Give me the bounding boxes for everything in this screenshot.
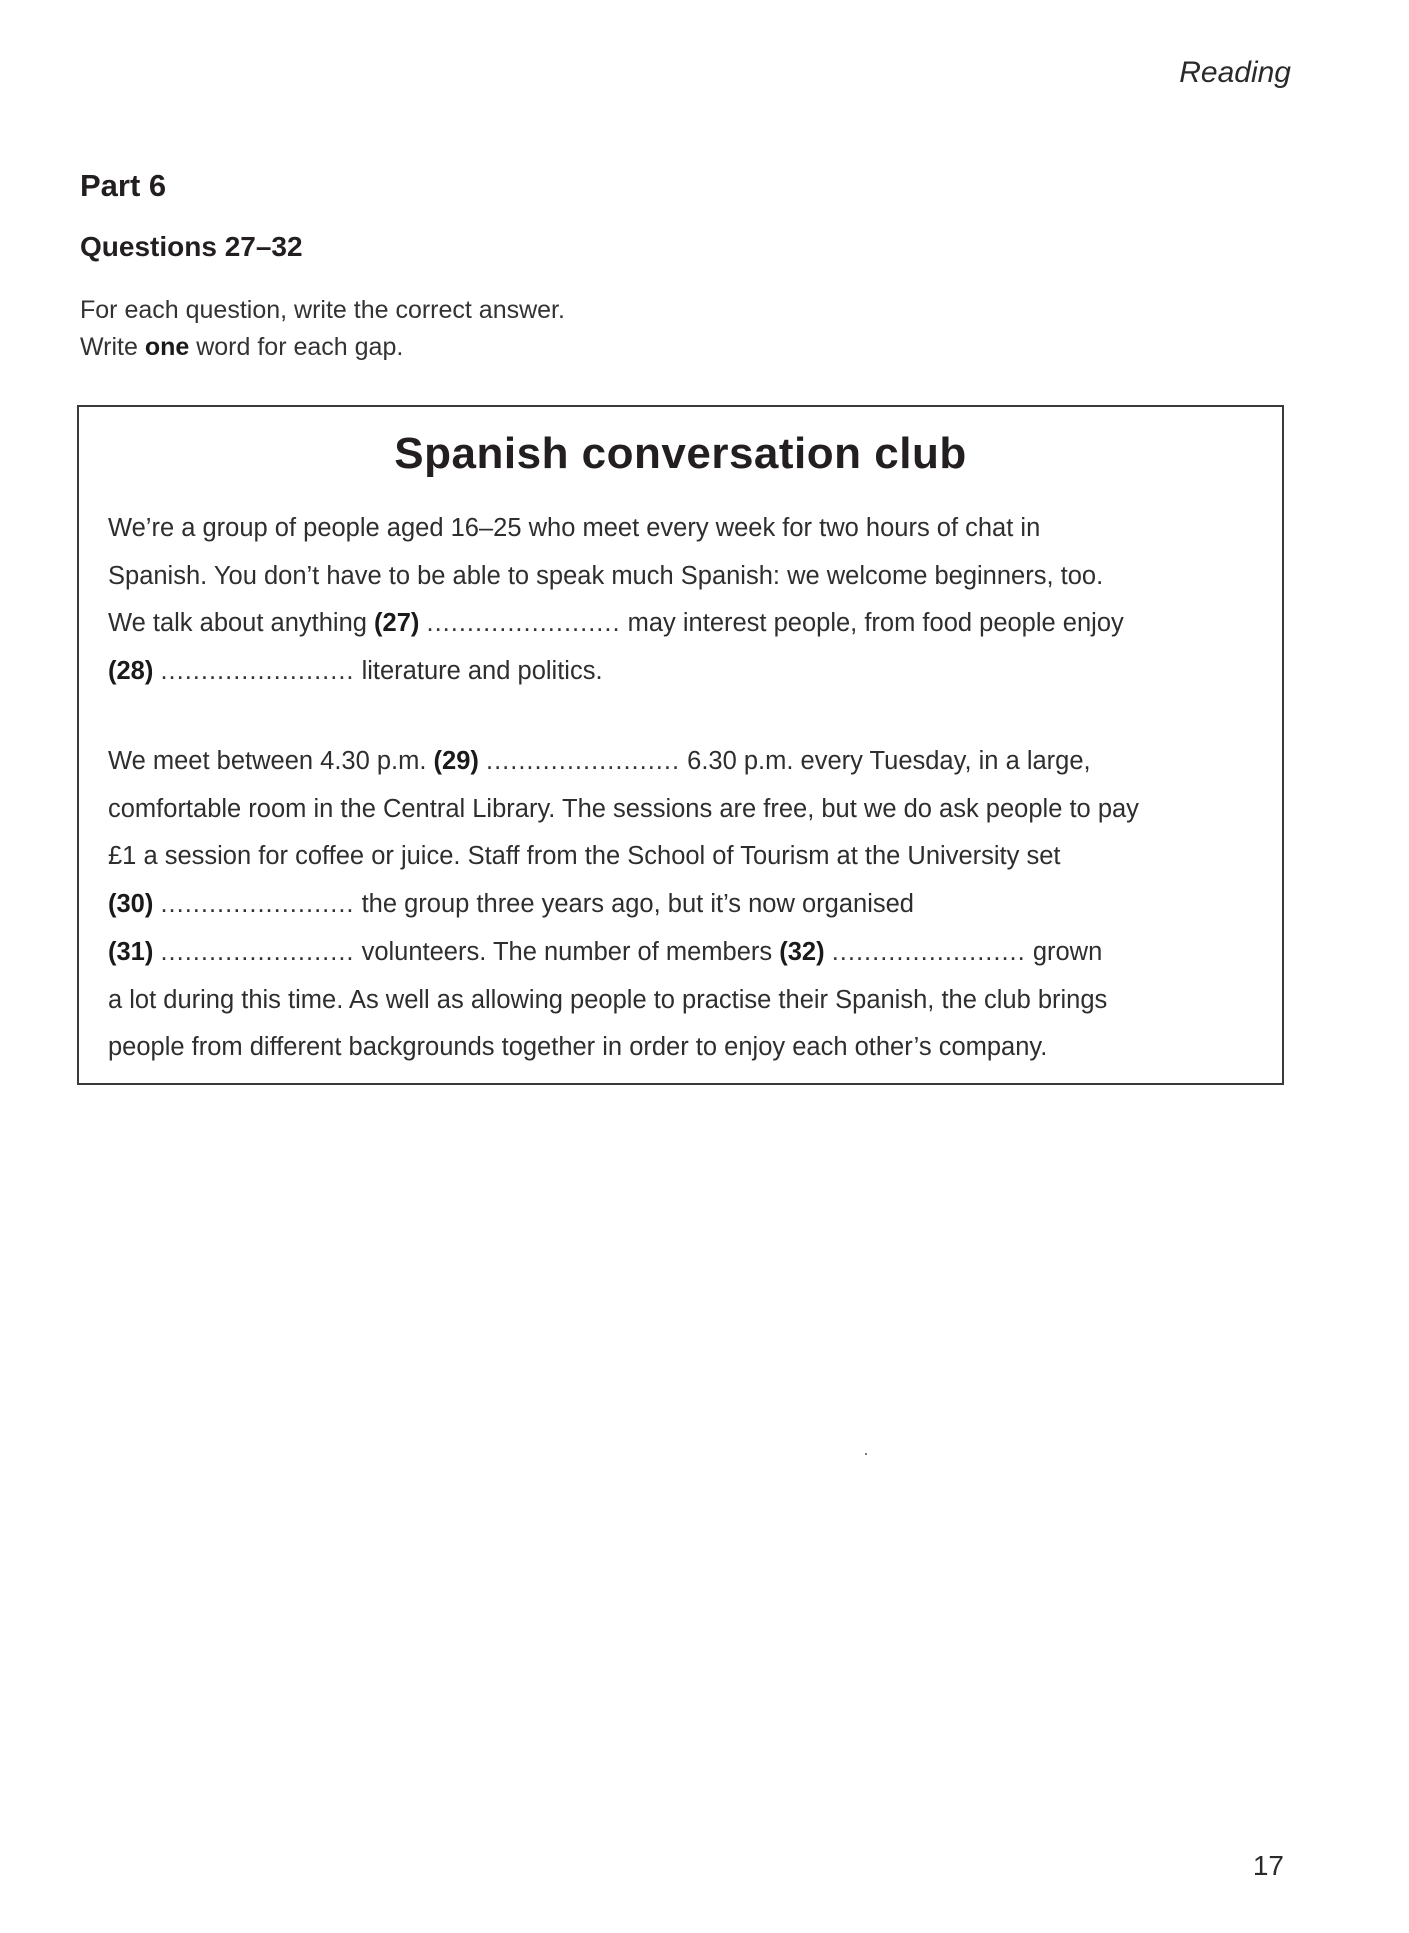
article-box: [77, 405, 1284, 1085]
gap-27-blank[interactable]: ........................: [426, 609, 621, 638]
gap-29-number: (29): [433, 747, 479, 775]
part-title: Part 6: [80, 168, 167, 203]
text-line: (28) ........................ literature and politics.: [108, 657, 603, 686]
gap-30-blank[interactable]: ........................: [160, 890, 355, 919]
article-paragraph-2: [108, 738, 1268, 1072]
article-title: Spanish conversation club: [394, 429, 967, 478]
text-line: Spanish. You don’t have to be able to speak much Spanish: we welcome beginners, too.: [108, 561, 1104, 590]
text-line: We talk about anything (27) ........................ may interest people, from food people enjoy: [108, 609, 1124, 638]
section-running-head: Reading: [1179, 56, 1291, 89]
gap-31-blank[interactable]: ........................: [160, 937, 355, 966]
text-line: comfortable room in the Central Library. The sessions are free, but we do ask people to pay: [108, 794, 1139, 823]
gap-27-number: (27): [374, 609, 420, 638]
questions-range-title: Questions 27–32: [80, 231, 303, 262]
text-line: a lot during this time. As well as allowing people to practise their Spanish, the club brings: [108, 985, 1108, 1014]
text-line: people from different backgrounds together in order to enjoy each other’s company.: [108, 1033, 1048, 1062]
gap-29-blank[interactable]: ........................: [486, 747, 681, 775]
gap-30-number: (30): [108, 890, 154, 919]
print-speck: [865, 1453, 867, 1455]
instruction-emphasis: one: [144, 333, 190, 361]
gap-28-blank[interactable]: ........................: [160, 657, 355, 686]
instruction-line-1: For each question, write the correct answer.: [80, 296, 565, 324]
text-line: We meet between 4.30 p.m. (29) ........................ 6.30 p.m. every Tuesday, in a large,: [108, 747, 1091, 775]
text-line: £1 a session for coffee or juice. Staff from the School of Tourism at the University set: [108, 842, 1061, 871]
gap-31-number: (31): [108, 937, 154, 966]
gap-32-number: (32): [779, 937, 825, 966]
article-paragraph-1: [108, 505, 1268, 696]
page-number: 17: [1252, 1850, 1284, 1881]
gap-32-blank[interactable]: ........................: [831, 937, 1026, 966]
text-line: (31) ........................ volunteers. The number of members (32) ........................ grown: [108, 937, 1103, 966]
instructions: [80, 292, 565, 366]
text-line: (30) ........................ the group three years ago, but it’s now organised: [108, 890, 914, 919]
text-line: We’re a group of people aged 16–25 who meet every week for two hours of chat in: [108, 514, 1041, 542]
instruction-line-2: Write one word for each gap.: [80, 333, 404, 361]
gap-28-number: (28): [108, 657, 154, 686]
